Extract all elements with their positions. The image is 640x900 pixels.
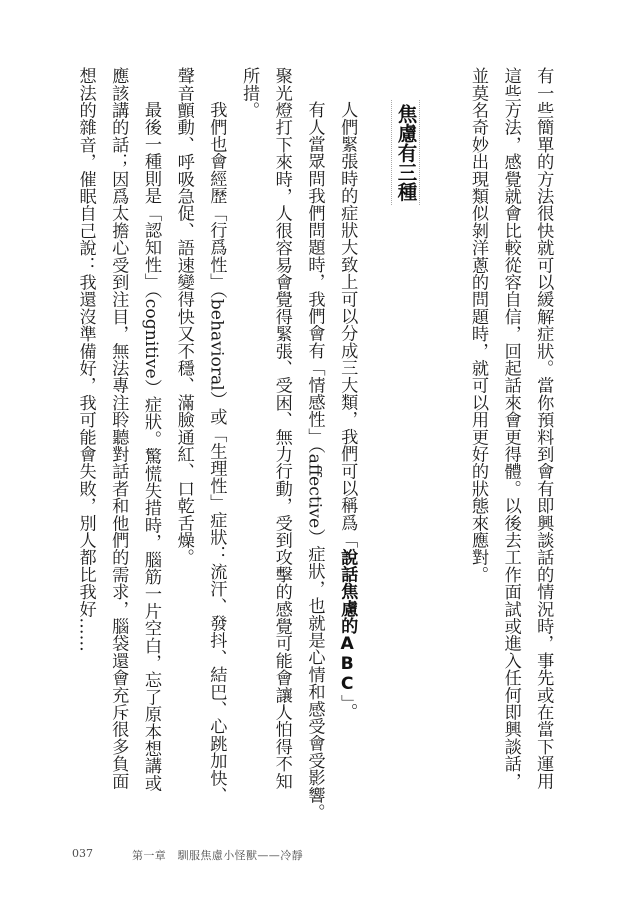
cognitive-line-1: 最後一種則是「認知性」（cognitive）症狀。驚慌失措時，腦筋一片空白，忘了原本想講或 [140,101,161,792]
affective-line-3: 所措。 [239,67,260,119]
running-title: 第一章 馴服焦慮小怪獸——冷靜 [132,849,303,862]
affective-line-2: 聚光燈打下來時，人很容易會覺得緊張、受困、無力行動，受到攻擊的感覺可能會讓人怕得不知 [271,67,292,790]
cognitive-line-2: 應該講的話；因爲太擔心受到注目，無法專注聆聽對話者和他們的需求，腦袋還會充斥很多負面 [108,67,129,790]
cognitive-line-3: 想法的雜音，催眠自己說：我還沒準備好，我可能會失敗，別人都比我好…… [75,67,96,652]
intro-line-1: 有一些簡單的方法很快就可以緩解症狀。當你預料到會有即興談話的情況時，事先或在當下運用 [533,67,554,790]
behavioral-line-2: 聲音顫動、呼吸急促、語速變得快又不穩、滿臉通紅、口乾舌燥。 [173,67,194,566]
section-heading: 焦慮有三種 [394,104,418,202]
section-heading-box [391,100,420,205]
abc-text-after: 」。 [337,694,358,721]
intro-line-3: 並莫名奇妙出現類似剝洋蔥的問題時，就可以用更好的狀態來應對。 [467,67,488,583]
abc-paragraph-line-1 [331,101,364,720]
page-number: 037 [72,847,93,860]
intro-line-2: 這些方法，感覺就會比較從容自信，回起話來會更得體。以後去工作面試或進入任何即興談話， [500,67,521,790]
abc-emphasis: 說話焦慮的ABC [337,548,358,695]
behavioral-line-1: 我們也會經歷「行爲性」（behavioral）或「生理性」症狀：流汗、發抖、結巴、心跳加快、 [206,101,227,804]
abc-text-before: 人們緊張時的症狀大致上可以分成三大類，我們可以稱爲「 [337,101,358,549]
page-footer [0,847,640,865]
affective-line-1: 有人當眾問我們問題時，我們會有「情感性」（affective）症狀，也就是心情和感受會受影響。 [304,101,325,821]
